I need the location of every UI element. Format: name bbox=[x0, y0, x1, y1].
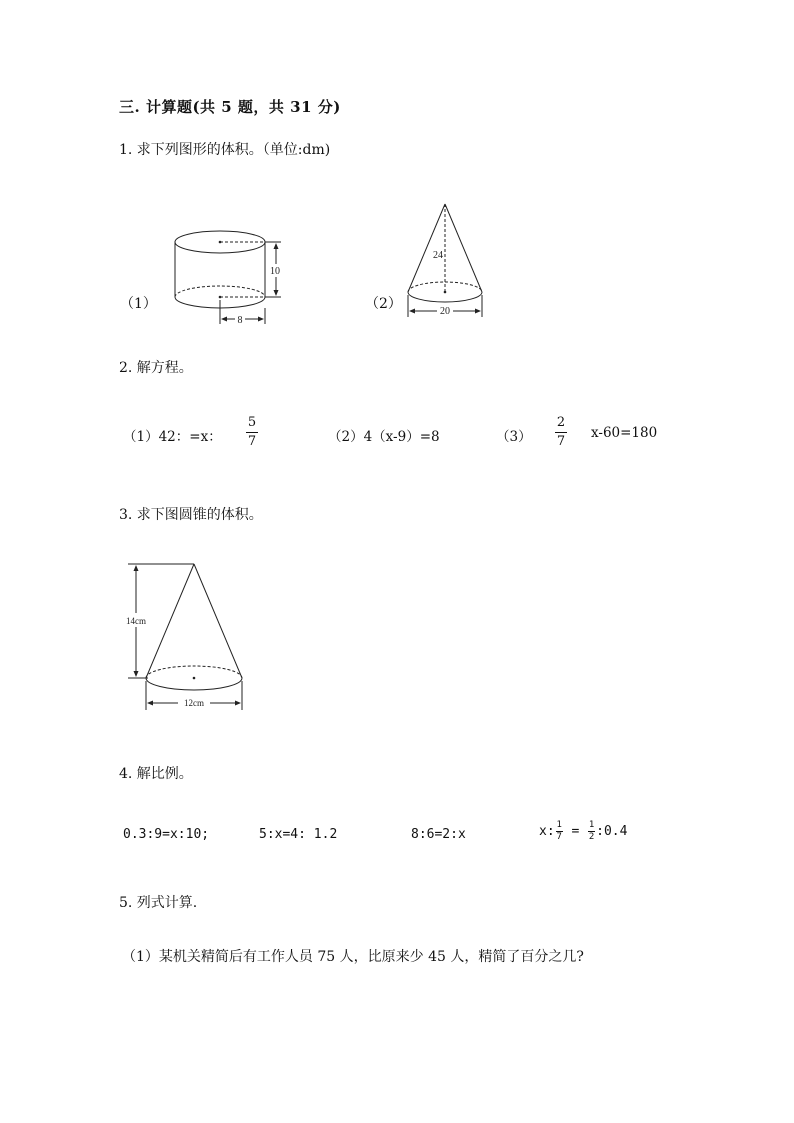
cone-left-edge bbox=[408, 204, 445, 292]
cylinder-height-label: 10 bbox=[270, 266, 280, 277]
equation-3-suffix: x-60=180 bbox=[591, 425, 658, 441]
question-5-prompt: 5. 列式计算. bbox=[119, 895, 198, 911]
question-1-prompt: 1. 求下列图形的体积。（单位:dm) bbox=[119, 142, 331, 158]
cone-height-label: 14cm bbox=[126, 616, 146, 626]
fraction-denominator: 7 bbox=[556, 434, 566, 449]
question-4-prompt: 4. 解比例。 bbox=[119, 766, 193, 782]
cone-right-edge bbox=[445, 204, 482, 292]
cone-diameter-label: 12cm bbox=[184, 698, 204, 708]
fraction-denominator: 7 bbox=[247, 434, 257, 449]
cylinder-radius-label: 8 bbox=[237, 315, 243, 326]
section-title: 三. 计算题(共 5 题，共 31 分) bbox=[119, 98, 341, 116]
cone-base-front bbox=[408, 292, 482, 302]
equation-1: （1）42：=x： bbox=[123, 429, 222, 445]
cone-diameter-label: 20 bbox=[440, 306, 450, 317]
cone-base-front bbox=[146, 678, 242, 690]
fraction-numerator: 2 bbox=[556, 415, 566, 430]
question-5-item-1: （1）某机关精简后有工作人员 75 人，比原来少 45 人，精简了百分之几? bbox=[122, 949, 584, 965]
proportion-4: x: 1 7 = 1 2 :0.4 bbox=[539, 820, 628, 842]
equation-3-fraction bbox=[555, 415, 567, 450]
equation-2: （2）4（x-9）=8 bbox=[328, 429, 440, 445]
fraction-numerator: 5 bbox=[247, 415, 257, 430]
cone-right-edge bbox=[194, 564, 242, 678]
cylinder-bottom-back bbox=[175, 286, 265, 297]
cone-figure-large bbox=[118, 556, 252, 716]
cone-figure-small bbox=[402, 200, 488, 322]
equation-3-prefix: （3） bbox=[496, 429, 532, 445]
question-2-prompt: 2. 解方程。 bbox=[119, 360, 193, 376]
question-3-prompt: 3. 求下图圆锥的体积。 bbox=[119, 507, 263, 523]
proportion-3: 8:6=2:x bbox=[411, 827, 466, 842]
cone-left-edge bbox=[146, 564, 194, 678]
proportion-1: 0.3:9=x:10; bbox=[123, 827, 210, 842]
cone-height-label: 24 bbox=[433, 250, 443, 261]
proportion-4-fraction-a: 1 7 bbox=[556, 820, 562, 842]
figure-1-label: （1） bbox=[120, 296, 157, 312]
proportion-4-fraction-b: 1 2 bbox=[588, 820, 595, 842]
equation-1-fraction bbox=[246, 415, 258, 450]
figure-2-label: （2） bbox=[365, 296, 402, 312]
cone-base-back bbox=[146, 666, 242, 678]
proportion-2: 5:x=4: 1.2 bbox=[259, 827, 338, 842]
cylinder-figure bbox=[168, 222, 288, 328]
